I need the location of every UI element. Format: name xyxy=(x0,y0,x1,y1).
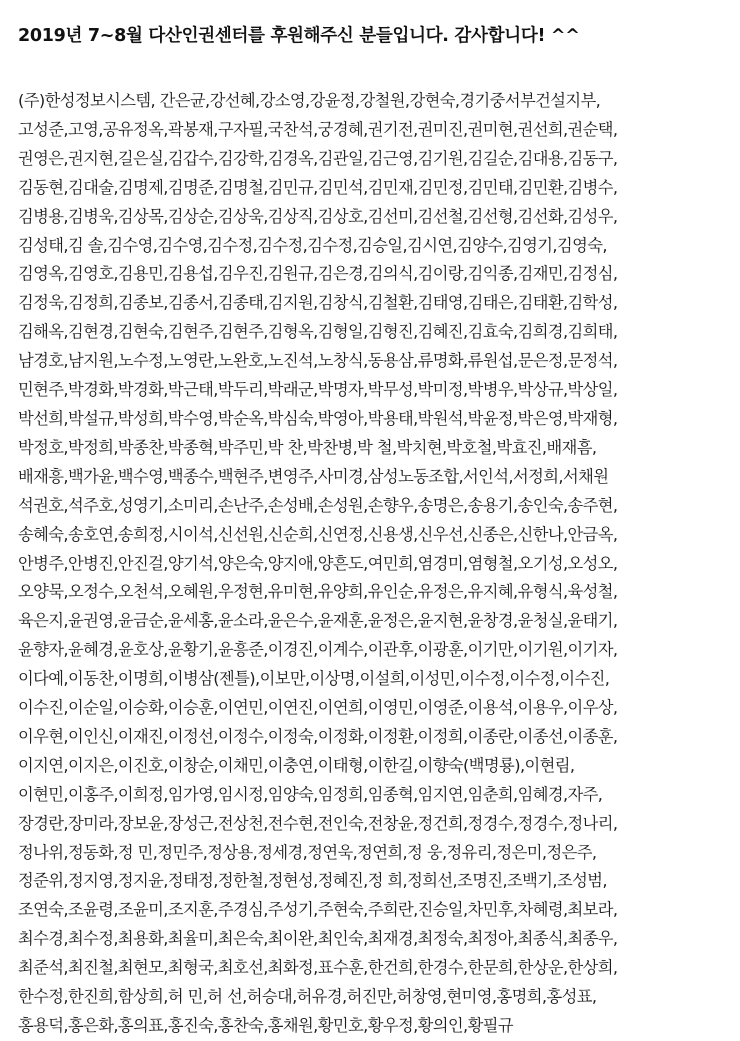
donor-line: 김해옥,김현경,김현숙,김현주,김현주,김형옥,김형일,김형진,김혜진,김효숙,김희경,김희태, xyxy=(18,322,618,342)
donor-line: 홍용덕,홍은화,홍의표,홍진숙,홍찬숙,홍채원,황민호,황우정,황의인,황필규 xyxy=(18,1016,514,1035)
donor-line: 박정호,박정희,박종찬,박종혁,박주민,박 찬,박찬병,박 철,박치현,박호철,박효진,배재흠, xyxy=(18,437,597,457)
donor-line: 장경란,장미라,장보윤,장성근,전상천,전수현,전인숙,전창윤,정건희,정경수,정경수,정나리, xyxy=(18,813,618,833)
donor-line: 정준위,정지영,정지윤,정태정,정한철,정현성,정혜진,정 희,정희선,조명진,조백기,조성범, xyxy=(18,871,607,891)
donor-line: 남경호,남지원,노수정,노영란,노완호,노진석,노창식,동용삼,류명화,류원섭,문은정,문정석, xyxy=(18,351,618,371)
donor-line: 김정욱,김정희,김종보,김종서,김종태,김지원,김창식,김철환,김태영,김태은,김태환,김학성, xyxy=(18,293,618,313)
donor-line: 김병용,김병욱,김상목,김상순,김상욱,김상직,김상호,김선미,김선철,김선형,김선화,김성우, xyxy=(18,206,618,226)
donor-line: 석권호,석주호,성영기,소미리,손난주,손성배,손성원,손향우,송명은,송용기,송인숙,송주현, xyxy=(18,495,618,515)
notice-title: 2019년 7~8월 다산인권센터를 후원해주신 분들입니다. 감사합니다! ^^ xyxy=(18,26,580,46)
donor-line: 최준석,최진철,최현모,최형국,최호선,최화정,표수훈,한건희,한경수,한문희,한상운,한상희, xyxy=(18,958,618,978)
donor-line: 배재흥,백가윤,백수영,백종수,백현주,변영주,사미경,삼성노동조합,서인석,서정희,서채원 xyxy=(18,466,609,486)
donor-line: 김영옥,김영호,김용민,김용섭,김우진,김원규,김은경,김의식,김이랑,김익종,김재민,김정심, xyxy=(18,264,618,284)
donor-line: 민현주,박경화,박경화,박근태,박두리,박래군,박명자,박무성,박미정,박병우,박상규,박상일, xyxy=(18,380,618,400)
donor-line: 이수진,이순일,이승화,이승훈,이연민,이연진,이연희,이영민,이영준,이용석,이용우,이우상, xyxy=(18,698,618,718)
donor-line: 이우현,이인신,이재진,이정선,이정수,이정숙,이정화,이정환,이정희,이종란,이종선,이종훈, xyxy=(18,726,618,746)
donor-list xyxy=(18,87,726,1041)
donor-line: 안병주,안병진,안진걸,양기석,양은숙,양지애,양흔도,여민희,염경미,염형철,오기성,오성오, xyxy=(18,553,618,573)
donor-line: 윤향자,윤혜경,윤호상,윤황기,윤흥준,이경진,이계수,이관후,이광훈,이기만,이기원,이기자, xyxy=(18,640,618,660)
donor-line: 김동현,김대술,김명제,김명준,김명철,김민규,김민석,김민재,김민정,김민태,김민환,김병수, xyxy=(18,177,618,197)
donor-line: 고성준,고영,공유정옥,곽봉재,구자필,국찬석,궁경혜,권기전,권미진,권미현,권선희,권순택, xyxy=(18,119,618,139)
donor-line: (주)한성정보시스템, 간은균,강선혜,강소영,강윤정,강철원,강현숙,경기중서부건설지부, xyxy=(18,91,601,110)
donor-line: 박선희,박설규,박성희,박수영,박순옥,박심숙,박영아,박용태,박원석,박윤정,박은영,박재형, xyxy=(18,408,618,428)
donor-line: 오양묵,오정수,오천석,오혜원,우정현,유미현,유양희,유인순,유정은,유지혜,유형식,육성철, xyxy=(18,582,618,602)
donor-line: 권영은,권지현,길은실,김갑수,김강학,김경옥,김관일,김근영,김기원,김길순,김대용,김동구, xyxy=(18,148,618,168)
donor-line: 송혜숙,송호연,송희정,시이석,신선원,신순희,신연정,신용생,신우선,신종은,신한나,안금옥, xyxy=(18,524,618,544)
donor-line: 최수경,최수정,최용화,최율미,최은숙,최이완,최인숙,최재경,최정숙,최정아,최종식,최종우, xyxy=(18,929,618,949)
donor-line: 김성태,김 솔,김수영,김수영,김수정,김수정,김수정,김승일,김시연,김양수,김영기,김영숙, xyxy=(18,235,607,255)
donor-line: 한수정,한진희,함상희,허 민,허 선,허승대,허유경,허진만,허창영,현미영,홍명희,홍성표, xyxy=(18,987,597,1007)
donor-line: 조연숙,조윤령,조윤미,조지훈,주경심,주성기,주현숙,주희란,진승일,차민후,차혜령,최보라, xyxy=(18,900,618,920)
donor-line: 이다예,이동찬,이명희,이병삼(젠틀),이보만,이상명,이설희,이성민,이수정,이수정,이수진, xyxy=(18,669,610,689)
donor-line: 이지연,이지은,이진호,이창순,이채민,이충연,이태형,이한길,이향숙(백명룡),이현림, xyxy=(18,755,575,775)
donor-line: 육은지,윤권영,윤금순,윤세홍,윤소라,윤은수,윤재훈,윤정은,윤지현,윤창경,윤청실,윤태기, xyxy=(18,611,618,631)
donor-line: 정나위,정동화,정 민,정민주,정상용,정세경,정연욱,정연희,정 웅,정유리,정은미,정은주, xyxy=(18,842,597,862)
donor-line: 이현민,이홍주,이희정,임가영,임시정,임양숙,임정희,임종혁,임지연,임춘희,임혜경,자주, xyxy=(18,784,603,804)
